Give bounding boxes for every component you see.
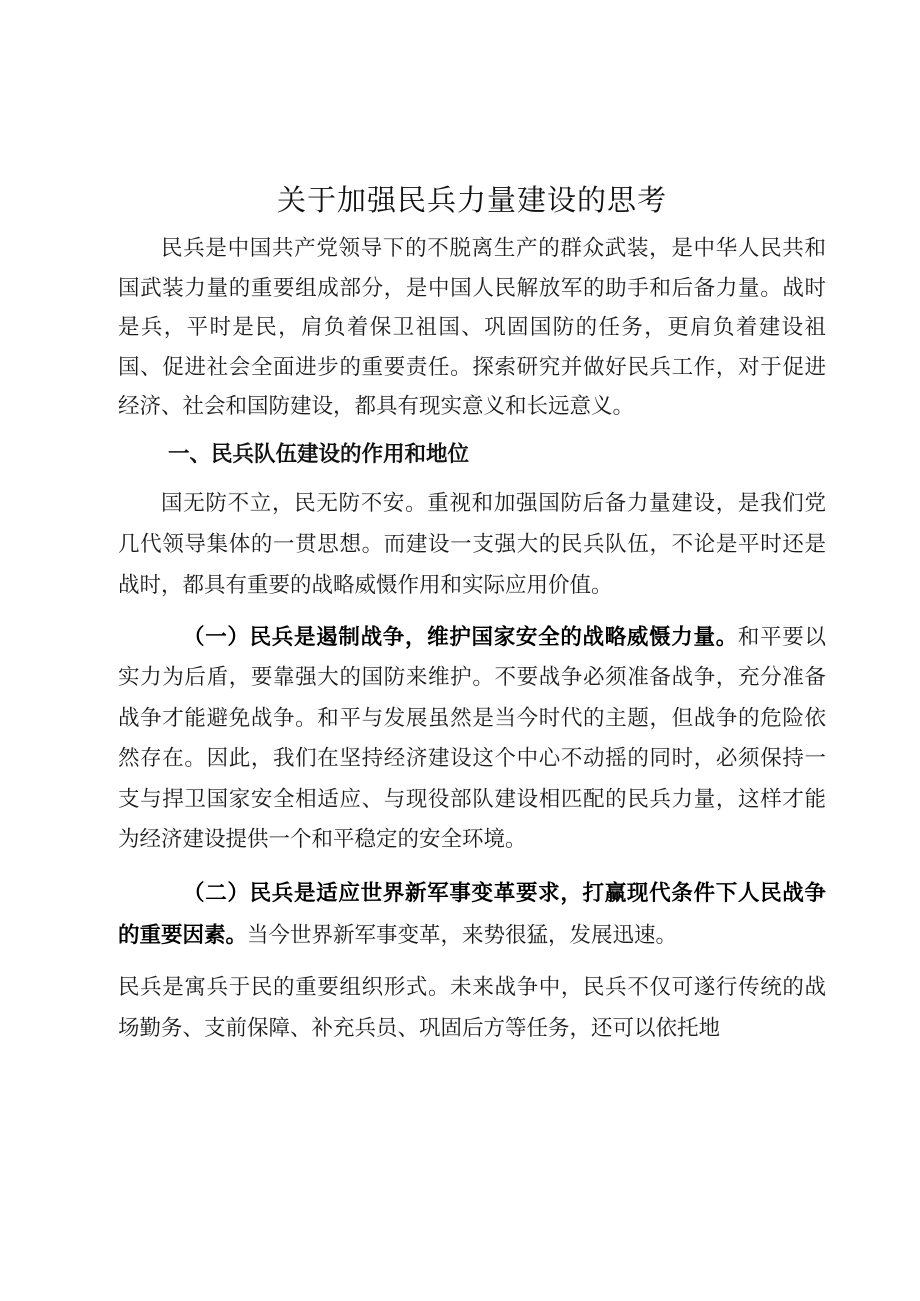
- continuation-paragraph: 民兵是寓兵于民的重要组织形式。未来战争中，民兵不仅可遂行传统的战场勤务、支前保障、补充兵员、巩固后方等任务，还可以依托地: [118, 974, 826, 1041]
- point-two-body: 当今世界新军事变革，来势很猛，发展迅速。: [247, 922, 678, 948]
- point-one-paragraph: [118, 618, 826, 861]
- document-title: 关于加强民兵力量建设的思考: [276, 183, 667, 217]
- section-intro-paragraph: 国无防不立，民无防不安。重视和加强国防后备力量建设，是我们党几代领导集体的一贯思想。而建设一支强大的民兵队伍，不论是平时还是战时，都具有重要的战略威慑作用和实际应用价值。: [118, 490, 826, 598]
- section-heading: 一、民兵队伍建设的作用和地位: [168, 441, 470, 467]
- document-page: [118, 172, 826, 1049]
- intro-paragraph: 民兵是中国共产党领导下的不脱离生产的群众武装，是中华人民共和国武装力量的重要组成部分，是中国人民解放军的助手和后备力量。战时是兵，平时是民，肩负着保卫祖国、巩固国防的任务，更肩负着建设祖国、促进社会全面进步的重要责任。探索研究并做好民兵工作，对于促进经济、社会和国防建设，都具有现实意义和长远意义。: [118, 236, 826, 419]
- point-two-heading: （二）民兵是适应世界新军事变革要求，打赢现代条件下人民战争的重要因素。: [118, 880, 826, 948]
- point-one-heading: （一）民兵是遏制战争，维护国家安全的战略威慑力量。: [183, 624, 738, 650]
- point-two-paragraph: [118, 873, 826, 957]
- point-one-body: 和平要以实力为后盾，要靠强大的国防来维护。不要战争必须准备战争，充分准备战争才能避免战争。和平与发展虽然是当今时代的主题，但战争的危险依然存在。因此，我们在坚持经济建设这个中心不动摇的同时，必须保持一支与捍卫国家安全相适应、与现役部队建设相匹配的民兵力量，这样才能为经济建设提供一个和平稳定的安全环境。: [118, 624, 826, 852]
